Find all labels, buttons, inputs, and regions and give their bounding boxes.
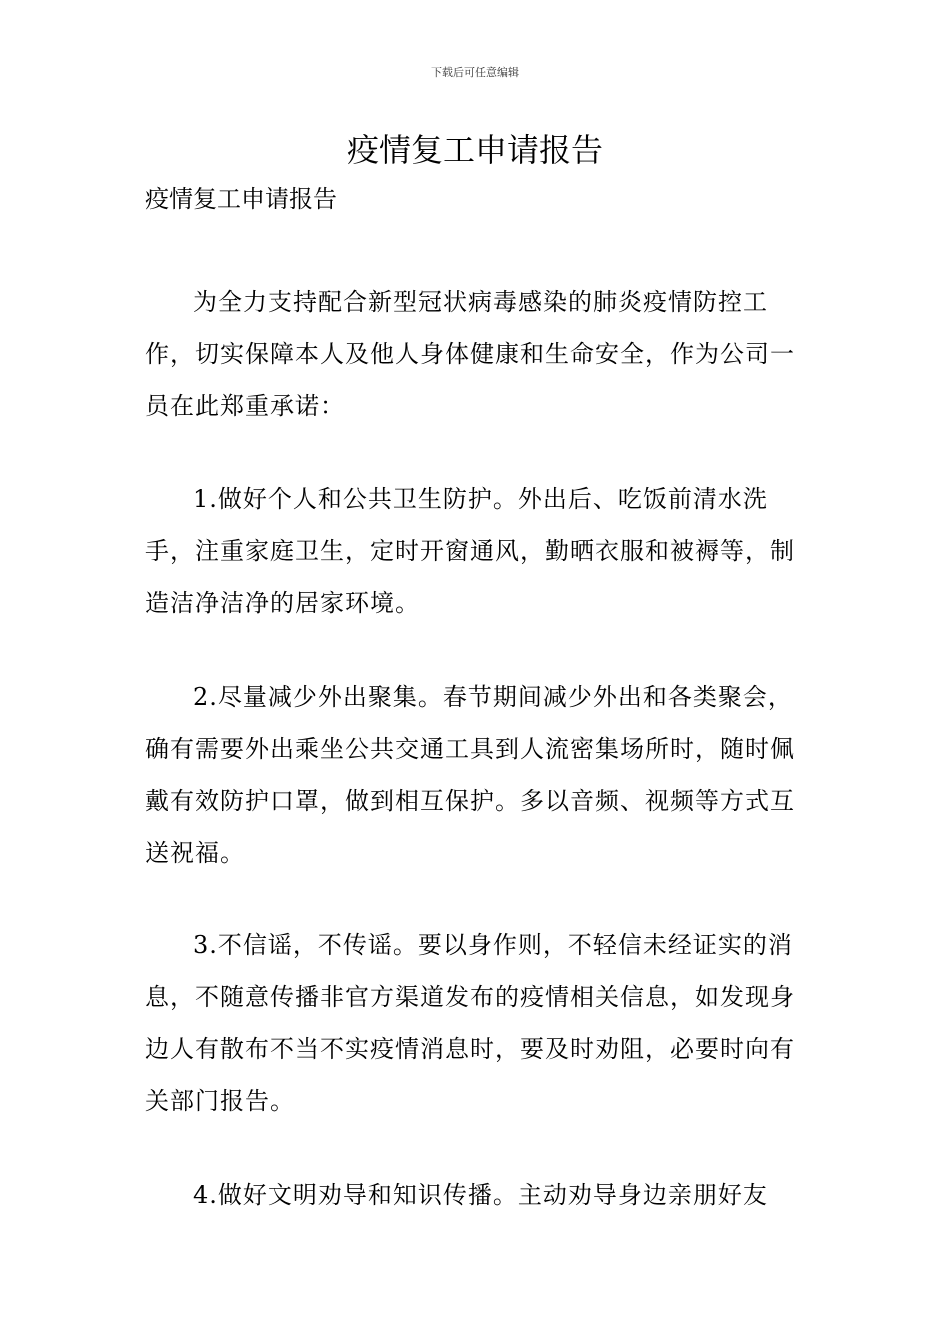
paragraph-item-3: 3.不信谣，不传谣。要以身作则，不轻信未经证实的消息，不随意传播非官方渠道发布的疫情相关信息，如发现身边人有散布不当不实疫情消息时，要及时劝阻，必要时向有关部门报告。: [145, 931, 795, 1115]
paragraph-item-2: 2.尽量减少外出聚集。春节期间减少外出和各类聚会，确有需要外出乘坐公共交通工具到人流密集场所时，随时佩戴有效防护口罩，做到相互保护。多以音频、视频等方式互送祝福。: [145, 683, 795, 867]
paragraph-item-1: 1.做好个人和公共卫生防护。外出后、吃饭前清水洗手，注重家庭卫生，定时开窗通风，勤晒衣服和被褥等，制造洁净洁净的居家环境。: [145, 485, 795, 617]
header-note: 下载后可任意编辑: [431, 66, 519, 79]
paragraph-item-4: 4.做好文明劝导和知识传播。主动劝导身边亲朋好友: [193, 1181, 768, 1209]
paragraph-intro: 为全力支持配合新型冠状病毒感染的肺炎疫情防控工作，切实保障本人及他人身体健康和生命安全，作为公司一员在此郑重承诺：: [145, 288, 795, 420]
document-title: 疫情复工申请报告: [346, 131, 603, 169]
document-subtitle: 疫情复工申请报告: [145, 185, 337, 213]
